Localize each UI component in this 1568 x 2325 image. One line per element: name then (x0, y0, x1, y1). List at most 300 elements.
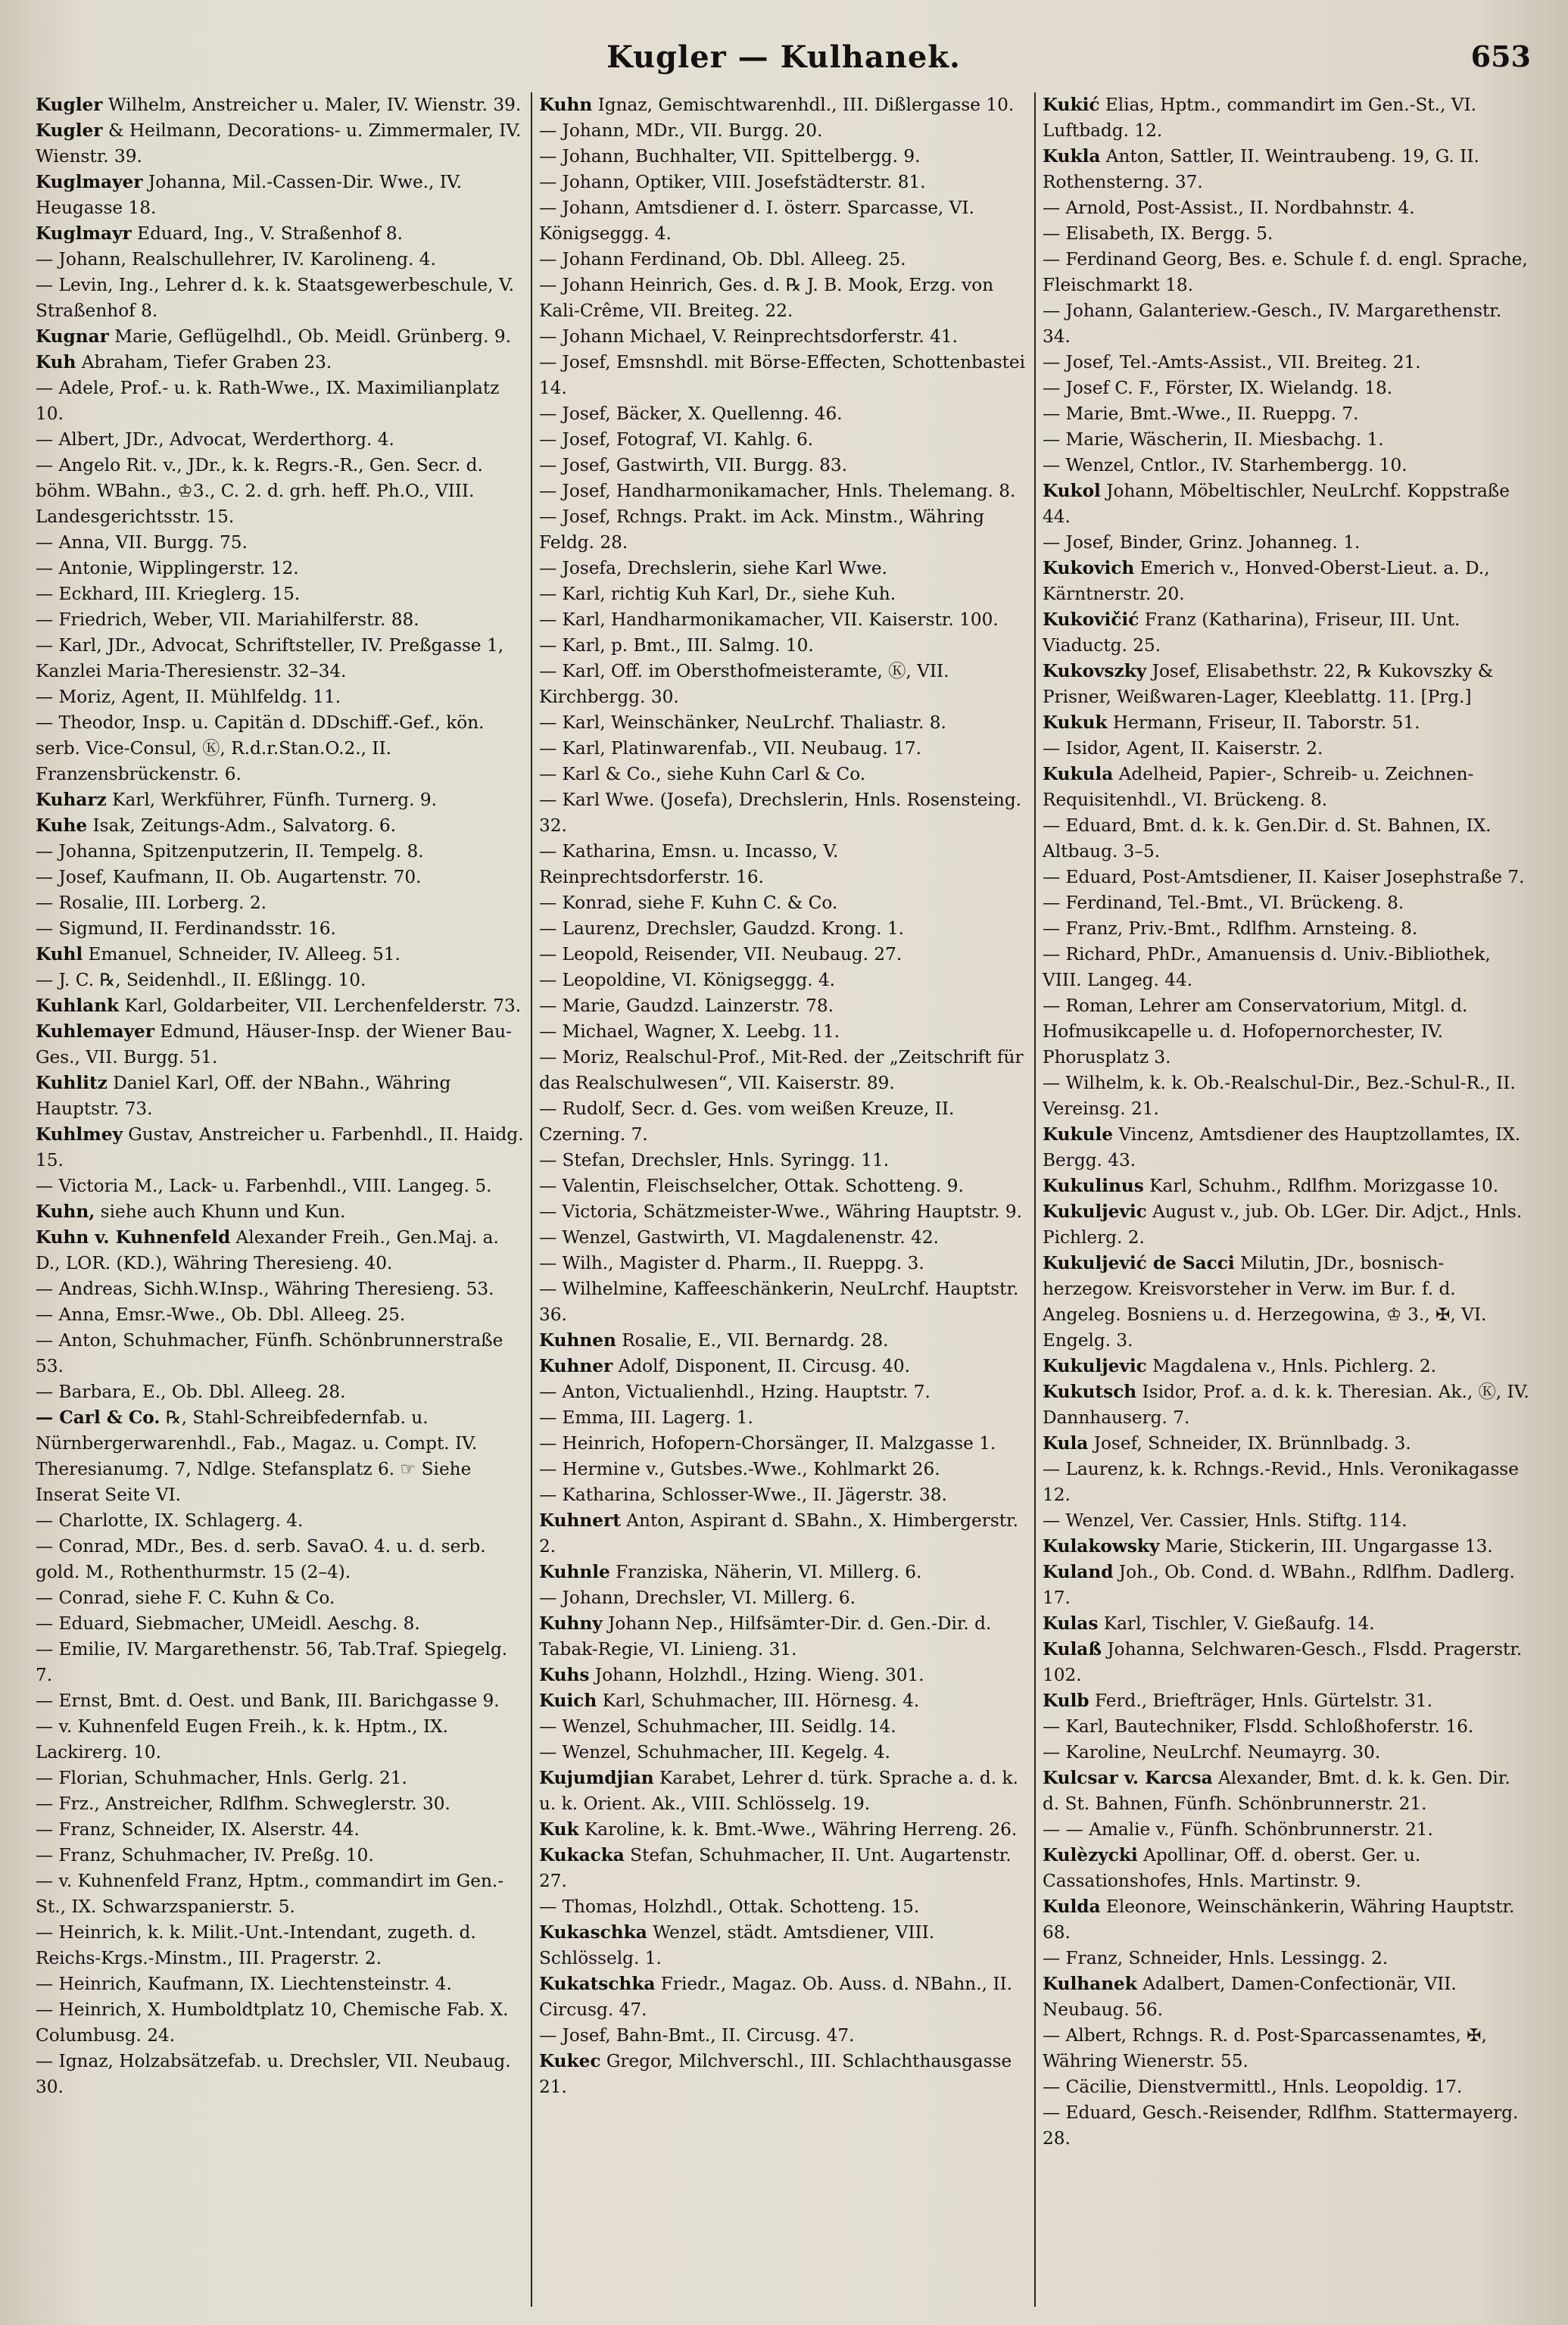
directory-entry (1043, 1173, 1532, 1199)
entry-text: Marie, Geflügelhdl., Ob. Meidl. Grünberg. 9. (108, 326, 511, 347)
entry-text: Elias, Hptm., commandirt im Gen.-St., VI. Luftbadg. 12. (1043, 95, 1477, 141)
entry-text: — Johann Ferdinand, Ob. Dbl. Alleeg. 25. (539, 249, 906, 270)
entry-text: — Stefan, Drechsler, Hnls. Syringg. 11. (539, 1150, 890, 1170)
directory-entry (539, 350, 1027, 401)
directory-entry (539, 1611, 1027, 1663)
directory-columns (29, 92, 1540, 2307)
directory-entry (36, 1971, 524, 1997)
entry-text: Josef, Elisabethstr. 22, ℞ Kukovszky & Prisner, Weißwaren-Lager, Kleeblattg. 11. [Prg.] (1043, 661, 1494, 707)
entry-text: — — Amalie v., Fünfh. Schönbrunnerstr. 21. (1043, 1819, 1433, 1840)
entry-text: — Josef, Fotograf, VI. Kahlg. 6. (539, 429, 814, 450)
entry-text: — Sigmund, II. Ferdinandsstr. 16. (36, 918, 336, 939)
entry-text: Edmund, Häuser-Insp. der Wiener Bau-Ges., VII. Burgg. 51. (36, 1021, 512, 1067)
entry-text: Eleonore, Weinschänkerin, Währing Hauptstr. 68. (1043, 1896, 1515, 1943)
directory-entry (539, 2049, 1027, 2100)
entry-surname: Kuglmayer (36, 172, 143, 192)
directory-entry (539, 118, 1027, 144)
directory-entry (539, 1173, 1027, 1199)
entry-text: — J. C. ℞, Seidenhdl., II. Eßlingg. 10. (36, 970, 366, 990)
directory-entry (36, 1611, 524, 1637)
entry-text: — v. Kuhnenfeld Eugen Freih., k. k. Hptm., IX. Lackirerg. 10. (36, 1716, 449, 1762)
directory-entry (36, 942, 524, 968)
entry-text: Eduard, Ing., V. Straßenhof 8. (131, 223, 404, 244)
entry-surname: Kukla (1043, 146, 1101, 167)
directory-entry (1043, 659, 1532, 710)
entry-text: — Leopoldine, VI. Königseggg. 4. (539, 970, 836, 990)
directory-entry (1043, 942, 1532, 993)
entry-text: — Josef, Gastwirth, VII. Burgg. 83. (539, 455, 848, 475)
entry-text: — Karl, Handharmonikamacher, VII. Kaiserstr. 100. (539, 609, 999, 630)
directory-entry (36, 1714, 524, 1766)
directory-entry (36, 1688, 524, 1714)
directory-entry (36, 581, 524, 607)
directory-entry (36, 1508, 524, 1534)
entry-text: — Eduard, Post-Amtsdiener, II. Kaiser Josephstraße 7. (1043, 867, 1525, 887)
directory-entry (36, 1379, 524, 1405)
entry-text: — Ferdinand, Tel.-Bmt., VI. Brückeng. 8. (1043, 893, 1404, 913)
entry-text: — Eduard, Siebmacher, UMeidl. Aeschg. 8. (36, 1613, 420, 1634)
entry-text: — Wenzel, Schuhmacher, III. Seidlg. 14. (539, 1716, 896, 1737)
entry-surname: Kulas (1043, 1613, 1099, 1634)
entry-text: & Heilmann, Decorations- u. Zimmermaler, IV. Wienstr. 39. (36, 120, 522, 167)
directory-entry (1043, 2023, 1532, 2074)
directory-entry (1043, 221, 1532, 247)
entry-text: Wenzel, städt. Amtsdiener, VIII. Schlösselg. 1. (539, 1922, 935, 1968)
directory-entry (539, 401, 1027, 427)
directory-entry (36, 1997, 524, 2049)
entry-text: — Adele, Prof.- u. k. Rath-Wwe., IX. Maximilianplatz 10. (36, 378, 500, 424)
entry-text: — Conrad, MDr., Bes. d. serb. SavaO. 4. u. d. serb. gold. M., Rothenthurmstr. 15 (2–4). (36, 1536, 486, 1582)
entry-text: — Josef, Binder, Grinz. Johanneg. 1. (1043, 532, 1361, 553)
entry-surname: Kuhlitz (36, 1073, 108, 1093)
entry-text: — Konrad, siehe F. Kuhn C. & Co. (539, 893, 838, 913)
directory-entry (539, 1920, 1027, 1971)
entry-surname: Kuh (36, 352, 76, 372)
entry-text: Josef, Schneider, IX. Brünnlbadg. 3. (1088, 1433, 1411, 1454)
entry-text: — Moriz, Realschul-Prof., Mit-Red. der „Zeitschrift für das Realschulwesen“, VII. Kaiserstr. 89. (539, 1047, 1024, 1093)
directory-entry (539, 942, 1027, 968)
entry-text: — Wilhelmine, Kaffeeschänkerin, NeuLrchf. Hauptstr. 36. (539, 1279, 1019, 1325)
directory-entry (539, 247, 1027, 273)
entry-text: — Conrad, siehe F. C. Kuhn & Co. (36, 1588, 335, 1608)
entry-text: Anton, Sattler, II. Weintraubeng. 19, G. II. Rothensterng. 37. (1043, 146, 1479, 192)
entry-text: Adalbert, Damen-Confectionär, VII. Neubaug. 56. (1043, 1974, 1457, 2020)
entry-text: Isak, Zeitungs-Adm., Salvatorg. 6. (87, 815, 396, 836)
entry-text: — Ernst, Bmt. d. Oest. und Bank, III. Barichgasse 9. (36, 1691, 500, 1711)
entry-text: — Josef, Bahn-Bmt., II. Circusg. 47. (539, 2025, 855, 2046)
directory-entry (36, 865, 524, 890)
entry-surname: Kukulinus (1043, 1176, 1144, 1196)
entry-text: — Katharina, Schlosser-Wwe., II. Jägerstr. 38. (539, 1485, 947, 1505)
directory-entry (1043, 1199, 1532, 1251)
directory-entry (539, 1971, 1027, 2023)
entry-text: — Johann, Realschullehrer, IV. Karolineng. 4. (36, 249, 436, 270)
entry-text: — Cäcilie, Dienstvermittl., Hnls. Leopoldig. 17. (1043, 2077, 1463, 2097)
entry-text: Adolf, Disponent, II. Circusg. 40. (613, 1356, 910, 1376)
entry-text: Alexander Freih., Gen.Maj. a. D., LOR. (KD.), Währing Theresieng. 40. (36, 1227, 499, 1273)
directory-entry (36, 1843, 524, 1868)
entry-text: — Albert, Rchngs. R. d. Post-Sparcassenamtes, ✠, Währing Wienerstr. 55. (1043, 2025, 1487, 2071)
directory-entry (539, 1431, 1027, 1457)
entry-text: — Rosalie, III. Lorberg. 2. (36, 893, 267, 913)
entry-text: — Marie, Wäscherin, II. Miesbachg. 1. (1043, 429, 1384, 450)
directory-entry (1043, 865, 1532, 890)
entry-text: — Roman, Lehrer am Conservatorium, Mitgl. d. Hofmusikcapelle u. d. Hofopernorchester, IV. Phorusplatz 3. (1043, 996, 1468, 1067)
entry-text: Wilhelm, Anstreicher u. Maler, IV. Wienstr. 39. (102, 95, 522, 115)
entry-text: — Hermine v., Gutsbes.-Wwe., Kohlmarkt 26. (539, 1459, 940, 1479)
entry-text: — Johann, Drechsler, VI. Millerg. 6. (539, 1588, 856, 1608)
entry-surname: — Carl & Co. (36, 1407, 161, 1428)
column-2 (532, 92, 1036, 2307)
directory-entry (36, 787, 524, 813)
entry-text: — Heinrich, X. Humboldtplatz 10, Chemische Fab. X. Columbusg. 24. (36, 1999, 509, 2046)
directory-entry (1043, 1611, 1532, 1637)
directory-entry (539, 1817, 1027, 1843)
entry-text: — Anna, Emsr.-Wwe., Ob. Dbl. Alleeg. 25. (36, 1304, 406, 1325)
entry-surname: Kulèzycki (1043, 1845, 1138, 1865)
entry-text: — Johann, Amtsdiener d. I. österr. Sparcasse, VI. Königseggg. 4. (539, 198, 974, 244)
directory-entry (36, 1328, 524, 1379)
entry-surname: Kukuljevic (1043, 1201, 1147, 1222)
entry-text: Apollinar, Off. d. oberst. Ger. u. Cassationshofes, Hnls. Martinstr. 9. (1043, 1845, 1421, 1891)
entry-text: Karabet, Lehrer d. türk. Sprache a. d. k. u. k. Orient. Ak., VIII. Schlösselg. 19. (539, 1768, 1018, 1814)
entry-surname: Kuhny (539, 1613, 603, 1634)
directory-entry (1043, 736, 1532, 762)
entry-surname: Kuhnle (539, 1562, 610, 1582)
entry-surname: Kukovich (1043, 558, 1135, 578)
entry-text: — Levin, Ing., Lehrer d. k. k. Staatsgewerbeschule, V. Straßenhof 8. (36, 275, 514, 321)
entry-text: — Karl, Platinwarenfab., VII. Neubaug. 17. (539, 738, 922, 759)
entry-text: — Emma, III. Lagerg. 1. (539, 1407, 753, 1428)
entry-text: — Josef, Tel.-Amts-Assist., VII. Breiteg. 21. (1043, 352, 1421, 372)
entry-text: — Laurenz, k. k. Rchngs.-Revid., Hnls. Veronikagasse 12. (1043, 1459, 1519, 1505)
directory-entry (539, 195, 1027, 247)
directory-entry (1043, 1379, 1532, 1431)
entry-text: — Josef, Emsnshdl. mit Börse-Effecten, Schottenbastei 14. (539, 352, 1026, 398)
entry-text: — Thomas, Holzhdl., Ottak. Schotteng. 15. (539, 1896, 920, 1917)
entry-surname: Kuhlank (36, 996, 120, 1016)
directory-entry (36, 453, 524, 530)
directory-entry (539, 916, 1027, 942)
entry-surname: Kuk (539, 1819, 579, 1840)
directory-entry (36, 1920, 524, 1971)
directory-entry (1043, 813, 1532, 865)
entry-text: Johanna, Selchwaren-Gesch., Flsdd. Pragerstr. 102. (1043, 1639, 1523, 1685)
directory-entry (539, 1199, 1027, 1225)
directory-entry (539, 1354, 1027, 1379)
entry-text: Abraham, Tiefer Graben 23. (76, 352, 332, 372)
entry-surname: Kuhnen (539, 1330, 616, 1351)
entry-text: Franz (Katharina), Friseur, III. Unt. Viaductg. 25. (1043, 609, 1460, 656)
entry-text: — Karoline, NeuLrchf. Neumayrg. 30. (1043, 1742, 1381, 1762)
directory-entry (36, 1817, 524, 1843)
entry-text: — Theodor, Insp. u. Capitän d. DDschiff.-Gef., kön. serb. Vice-Consul, Ⓚ, R.d.r.Stan.O.2., II. Franzensbrückenstr. 6. (36, 712, 485, 784)
entry-text: Gregor, Milchverschl., III. Schlachthausgasse 21. (539, 2051, 1012, 2097)
directory-entry (1043, 762, 1532, 813)
entry-surname: Kuhnert (539, 1510, 621, 1531)
entry-text: — Frz., Anstreicher, Rdlfhm. Schweglerstr. 30. (36, 1794, 450, 1814)
directory-entry (539, 1688, 1027, 1714)
entry-surname: Kukovičić (1043, 609, 1139, 630)
directory-entry (1043, 710, 1532, 736)
entry-surname: Kuhs (539, 1665, 590, 1685)
entry-surname: Kukule (1043, 1124, 1113, 1145)
directory-entry (36, 1071, 524, 1122)
directory-entry (539, 1276, 1027, 1328)
entry-text: — Ignaz, Holzabsätzefab. u. Drechsler, VII. Neubaug. 30. (36, 2051, 511, 2097)
directory-entry (36, 839, 524, 865)
entry-text: Ferd., Briefträger, Hnls. Gürtelstr. 31. (1089, 1691, 1432, 1711)
directory-entry (539, 633, 1027, 659)
entry-surname: Kukuk (1043, 712, 1108, 733)
entry-text: Franziska, Näherin, VI. Millerg. 6. (609, 1562, 922, 1582)
directory-entry (539, 1714, 1027, 1740)
directory-entry (539, 736, 1027, 762)
entry-text: — Ferdinand Georg, Bes. e. Schule f. d. engl. Sprache, Fleischmarkt 18. (1043, 249, 1528, 295)
entry-text: — Karl, Weinschänker, NeuLrchf. Thaliastr. 8. (539, 712, 946, 733)
directory-entry (1043, 1071, 1532, 1122)
directory-entry (1043, 195, 1532, 221)
page-title: Kugler — Kulhanek. (606, 39, 961, 75)
directory-entry (1043, 1431, 1532, 1457)
entry-text: Karl, Schuhmacher, III. Hörnesg. 4. (597, 1691, 920, 1711)
entry-text: — Wenzel, Ver. Cassier, Hnls. Stiftg. 114. (1043, 1510, 1407, 1531)
entry-surname: Kuhl (36, 944, 83, 965)
entry-text: Karl, Schuhm., Rdlfhm. Morizgasse 10. (1143, 1176, 1499, 1196)
entry-text: — Wenzel, Cntlor., IV. Starhembergg. 10. (1043, 455, 1407, 475)
directory-entry (36, 427, 524, 453)
directory-entry (1043, 2100, 1532, 2152)
directory-entry (1043, 298, 1532, 350)
entry-text: Daniel Karl, Off. der NBahn., Währing Hauptstr. 73. (36, 1073, 451, 1119)
directory-entry (1043, 1894, 1532, 1946)
entry-text: — Johann, Optiker, VIII. Josefstädterstr. 81. (539, 172, 926, 192)
entry-surname: Kulaß (1043, 1639, 1102, 1660)
entry-text: — Elisabeth, IX. Bergg. 5. (1043, 223, 1273, 244)
directory-entry (36, 118, 524, 170)
entry-surname: Kulcsar v. Karcsa (1043, 1768, 1213, 1788)
directory-entry (539, 581, 1027, 607)
directory-entry (539, 1843, 1027, 1894)
entry-surname: Kuglmayr (36, 223, 132, 244)
directory-entry (36, 1122, 524, 1173)
directory-entry (1043, 1457, 1532, 1508)
entry-text: Magdalena v., Hnls. Pichlerg. 2. (1146, 1356, 1437, 1376)
entry-text: — Karl, p. Bmt., III. Salmg. 10. (539, 635, 814, 656)
directory-entry (1043, 1251, 1532, 1354)
entry-text: — Franz, Schneider, Hnls. Lessingg. 2. (1043, 1948, 1389, 1968)
entry-text: — Eckhard, III. Krieglerg. 15. (36, 584, 301, 604)
entry-text: Stefan, Schuhmacher, II. Unt. Augartenstr. 27. (539, 1845, 1012, 1891)
entry-text: — Antonie, Wipplingerstr. 12. (36, 558, 299, 578)
entry-text: — Karl, JDr., Advocat, Schriftsteller, IV. Preßgasse 1, Kanzlei Maria-Theresienstr. 32–34. (36, 635, 504, 681)
directory-entry (539, 839, 1027, 890)
directory-entry (539, 92, 1027, 118)
directory-entry (539, 1225, 1027, 1251)
entry-text: — Valentin, Fleischselcher, Ottak. Schotteng. 9. (539, 1176, 964, 1196)
directory-entry (539, 1560, 1027, 1585)
entry-text: — Josef, Kaufmann, II. Ob. Augartenstr. 70. (36, 867, 422, 887)
directory-entry (539, 1894, 1027, 1920)
entry-text: Karoline, k. k. Bmt.-Wwe., Währing Herreng. 26. (578, 1819, 1018, 1840)
directory-entry (539, 1328, 1027, 1354)
entry-text: — Andreas, Sichh.W.Insp., Währing Theresieng. 53. (36, 1279, 494, 1299)
directory-entry (539, 1766, 1027, 1817)
directory-entry (1043, 1843, 1532, 1894)
entry-text: — Heinrich, Kaufmann, IX. Liechtensteinstr. 4. (36, 1974, 452, 1994)
directory-entry (1043, 890, 1532, 916)
entry-surname: Kujumdjian (539, 1768, 654, 1788)
entry-text: — Karl, Off. im Obersthofmeisteramte, Ⓚ, VII. Kirchbergg. 30. (539, 661, 949, 707)
directory-entry (1043, 1637, 1532, 1688)
directory-entry (1043, 376, 1532, 401)
entry-text: — Karl Wwe. (Josefa), Drechslerin, Hnls. Rosensteing. 32. (539, 790, 1022, 836)
entry-text: — Leopold, Reisender, VII. Neubaug. 27. (539, 944, 902, 965)
entry-text: — Anton, Schuhmacher, Fünfh. Schönbrunnerstraße 53. (36, 1330, 503, 1376)
directory-entry (539, 427, 1027, 453)
entry-text: — Josef, Rchngs. Prakt. im Ack. Minstm., Währing Feldg. 28. (539, 506, 984, 553)
entry-text: — Victoria, Schätzmeister-Wwe., Währing Hauptstr. 9. (539, 1201, 1023, 1222)
directory-entry (36, 1868, 524, 1920)
directory-entry (1043, 607, 1532, 659)
entry-text: — Josef C. F., Förster, IX. Wielandg. 18. (1043, 378, 1393, 398)
entry-text: Karl, Goldarbeiter, VII. Lerchenfelderstr. 73. (119, 996, 522, 1016)
column-3 (1036, 92, 1539, 2307)
directory-entry (1043, 1560, 1532, 1611)
directory-entry (1043, 1740, 1532, 1766)
entry-surname: Kukula (1043, 764, 1114, 784)
entry-surname: Kuich (539, 1691, 597, 1711)
entry-text: — Johann Michael, V. Reinprechtsdorferstr. 41. (539, 326, 958, 347)
directory-entry (539, 453, 1027, 478)
directory-entry (36, 1585, 524, 1611)
directory-entry (539, 890, 1027, 916)
directory-entry (539, 1251, 1027, 1276)
directory-entry (36, 2049, 524, 2100)
entry-text: Karl, Tischler, V. Gießaufg. 14. (1098, 1613, 1375, 1634)
entry-text: — Franz, Priv.-Bmt., Rdlfhm. Arnsteing. 8. (1043, 918, 1418, 939)
entry-text: Johann, Holzhdl., Hzing. Wieng. 301. (589, 1665, 924, 1685)
directory-entry (1043, 478, 1532, 530)
directory-entry (539, 556, 1027, 581)
directory-entry (36, 1534, 524, 1585)
entry-surname: Kukacka (539, 1845, 625, 1865)
entry-surname: Kukaschka (539, 1922, 647, 1943)
entry-surname: Kuhlmey (36, 1124, 123, 1145)
directory-entry (1043, 1508, 1532, 1534)
entry-surname: Kukić (1043, 95, 1100, 115)
entry-text: — Marie, Bmt.-Wwe., II. Rueppg. 7. (1043, 404, 1359, 424)
directory-entry (1043, 453, 1532, 478)
directory-entry (36, 1225, 524, 1276)
entry-text: — Johanna, Spitzenputzerin, II. Tempelg. 8. (36, 841, 424, 862)
directory-entry (539, 1482, 1027, 1508)
directory-entry (36, 813, 524, 839)
entry-text: Gustav, Anstreicher u. Farbenhdl., II. Haidg. 15. (36, 1124, 524, 1170)
entry-text: — Eduard, Bmt. d. k. k. Gen.Dir. d. St. Bahnen, IX. Altbaug. 3–5. (1043, 815, 1492, 862)
entry-text: ℞, Stahl-Schreibfedernfab. u. Nürnbergerwarenhdl., Fab., Magaz. u. Compt. IV. Theresianumg. 7, Ndlge. Stefansplatz 6. ☞ Siehe Inserat Seite VI. (36, 1407, 478, 1505)
directory-entry (1043, 1946, 1532, 1971)
directory-entry (1043, 1817, 1532, 1843)
entry-text: Isidor, Prof. a. d. k. k. Theresian. Ak., Ⓚ, IV. Dannhauserg. 7. (1043, 1382, 1529, 1428)
directory-entry (36, 993, 524, 1019)
entry-text: — Arnold, Post-Assist., II. Nordbahnstr. 4. (1043, 198, 1415, 218)
directory-entry (539, 1740, 1027, 1766)
directory-entry (1043, 1714, 1532, 1740)
entry-text: — Karl, richtig Kuh Karl, Dr., siehe Kuh. (539, 584, 896, 604)
directory-entry (36, 1791, 524, 1817)
entry-text: August v., jub. Ob. LGer. Dir. Adjct., Hnls. Pichlerg. 2. (1043, 1201, 1523, 1248)
directory-entry (36, 1766, 524, 1791)
directory-entry (1043, 1534, 1532, 1560)
entry-text: — Josef, Handharmonikamacher, Hnls. Thelemang. 8. (539, 481, 1016, 501)
directory-entry (1043, 1971, 1532, 2023)
directory-entry (539, 1585, 1027, 1611)
entry-surname: Kuhner (539, 1356, 613, 1376)
directory-entry (36, 710, 524, 787)
entry-text: Joh., Ob. Cond. d. WBahn., Rdlfhm. Dadlerg. 17. (1043, 1562, 1515, 1608)
directory-entry (36, 684, 524, 710)
directory-entry (539, 324, 1027, 350)
entry-surname: Kuhlemayer (36, 1021, 154, 1042)
entry-text: — Josefa, Drechslerin, siehe Karl Wwe. (539, 558, 887, 578)
directory-entry (539, 607, 1027, 633)
entry-text: Hermann, Friseur, II. Taborstr. 51. (1107, 712, 1420, 733)
directory-entry (36, 1637, 524, 1688)
entry-text: — Charlotte, IX. Schlagerg. 4. (36, 1510, 304, 1531)
page-header (30, 39, 1537, 92)
entry-text: — Josef, Bäcker, X. Quellenng. 46. (539, 404, 843, 424)
entry-text: Vincenz, Amtsdiener des Hauptzollamtes, IX. Bergg. 43. (1043, 1124, 1521, 1170)
entry-text: — Richard, PhDr., Amanuensis d. Univ.-Bibliothek, VIII. Langeg. 44. (1043, 944, 1491, 990)
entry-surname: Kukatschka (539, 1974, 656, 1994)
entry-text: — Barbara, E., Ob. Dbl. Alleeg. 28. (36, 1382, 346, 1402)
directory-entry (36, 1019, 524, 1071)
entry-text: — Johann, MDr., VII. Burgg. 20. (539, 120, 823, 141)
directory-entry (36, 890, 524, 916)
directory-entry (539, 1019, 1027, 1045)
entry-text: — Wilh., Magister d. Pharm., II. Rueppg. 3. (539, 1253, 924, 1273)
directory-entry (36, 968, 524, 993)
directory-entry (1043, 401, 1532, 427)
entry-text: Adelheid, Papier-, Schreib- u. Zeichnen-Requisitenhdl., VI. Brückeng. 8. (1043, 764, 1474, 810)
directory-entry (539, 762, 1027, 787)
entry-text: — Anton, Victualienhdl., Hzing. Hauptstr. 7. (539, 1382, 931, 1402)
entry-text: — Heinrich, Hofopern-Chorsänger, II. Malzgasse 1. (539, 1433, 996, 1454)
directory-entry (1043, 1122, 1532, 1173)
directory-entry (36, 633, 524, 684)
entry-text: Johanna, Mil.-Cassen-Dir. Wwe., IV. Heugasse 18. (36, 172, 463, 218)
entry-surname: Kugler (36, 95, 103, 115)
entry-text: — Anna, VII. Burgg. 75. (36, 532, 248, 553)
entry-text: — Eduard, Gesch.-Reisender, Rdlfhm. Stattermayerg. 28. (1043, 2102, 1519, 2149)
entry-text: — Angelo Rit. v., JDr., k. k. Regrs.-R., Gen. Secr. d. böhm. WBahn., ♔3., C. 2. d. grh. heff. Ph.O., VIII. Landesgerichtsstr. 15. (36, 455, 483, 527)
entry-surname: Kulb (1043, 1691, 1089, 1711)
entry-text: — Johann, Buchhalter, VII. Spittelbergg. 9. (539, 146, 921, 167)
directory-entry (539, 504, 1027, 556)
entry-surname: Kugnar (36, 326, 109, 347)
entry-text: Karl, Werkführer, Fünfh. Turnerg. 9. (106, 790, 438, 810)
directory-entry (36, 376, 524, 427)
entry-text: — Karl, Bautechniker, Flsdd. Schloßhoferstr. 16. (1043, 1716, 1474, 1737)
directory-entry (539, 478, 1027, 504)
directory-entry (1043, 1688, 1532, 1714)
entry-surname: Kuhn (539, 95, 593, 115)
entry-text: — Johann, Galanteriew.-Gesch., IV. Margarethenstr. 34. (1043, 301, 1502, 347)
directory-entry (36, 1302, 524, 1328)
entry-surname: Kukec (539, 2051, 601, 2071)
entry-text: Anton, Aspirant d. SBahn., X. Himbergerstr. 2. (539, 1510, 1018, 1557)
